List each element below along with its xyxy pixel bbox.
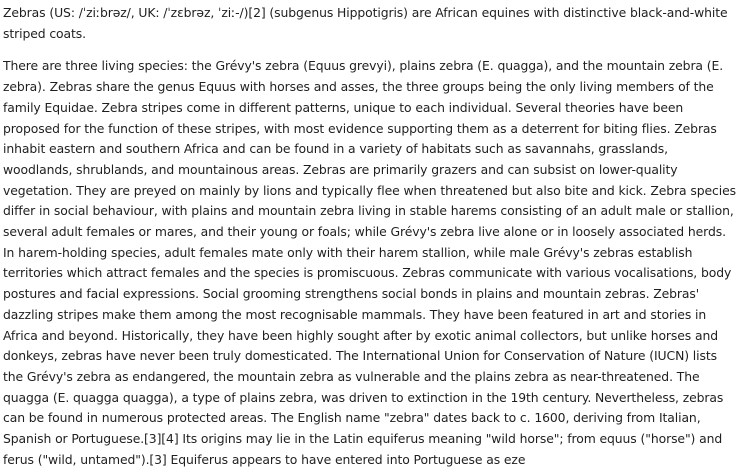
body-paragraph: There are three living species: the Grévy's zebra (Equus grevyi), plains zebra (E. quagga), and the mountain zebra (E. zebra). Zebras share the genus Equus with horses and asses, the three groups being the only living members of the family Equidae. Zebra stripes come in different patterns, unique to each individual. Several theories have been proposed for the function of these stripes, with most evidence supporting them as a deterrent for biting flies. Zebras inhabit eastern and southern Africa and can be found in a variety of habitats such as savannahs, grasslands, woodlands, shrublands, and mountainous areas. Zebras are primarily grazers and can subsist on lower-quality vegetation. They are preyed on mainly by lions and typically flee when threatened but also bite and kick. Zebra species differ in social behaviour, with plains and mountain zebra living in stable harems consisting of an adult male or stallion, several adult females or mares, and their young or foals; while Grévy's zebra live alone or in loosely associated herds. In harem-holding species, adult females mate only with their harem stallion, while male Grévy's zebras establish territories which attract females and the species is promiscuous. Zebras communicate with various vocalisations, body postures and facial expressions. Social grooming strengthens social bonds in plains and mountain zebras. Zebras' dazzling stripes make them among the most recognisable mammals. They have been featured in art and stories in Africa and beyond. Historically, they have been highly sought after by exotic animal collectors, but unlike horses and donkeys, zebras have never been truly domesticated. The International Union for Conservation of Nature (IUCN) lists the Grévy's zebra as endangered, the mountain zebra as vulnerable and the plains zebra as near-threatened. The quagga (E. quagga quagga), a type of plains zebra, was driven to extinction in the 19th century. Nevertheless, zebras can be found in numerous protected areas. The English name "zebra" dates back to c. 1600, deriving from Italian, Spanish or Portuguese.[3][4] Its origins may lie in the Latin equiferus meaning "wild horse"; from equus ("horse") and ferus ("wild, untamed").[3] Equiferus appears to have entered into Portuguese as eze xyxy=(3,58,736,467)
lead-paragraph: Zebras (US: /ˈziːbrəz/, UK: /ˈzɛbrəz, ˈziː-/)[2] (subgenus Hippotigris) are African equines with distinctive black-and-white striped coats. xyxy=(3,5,728,41)
